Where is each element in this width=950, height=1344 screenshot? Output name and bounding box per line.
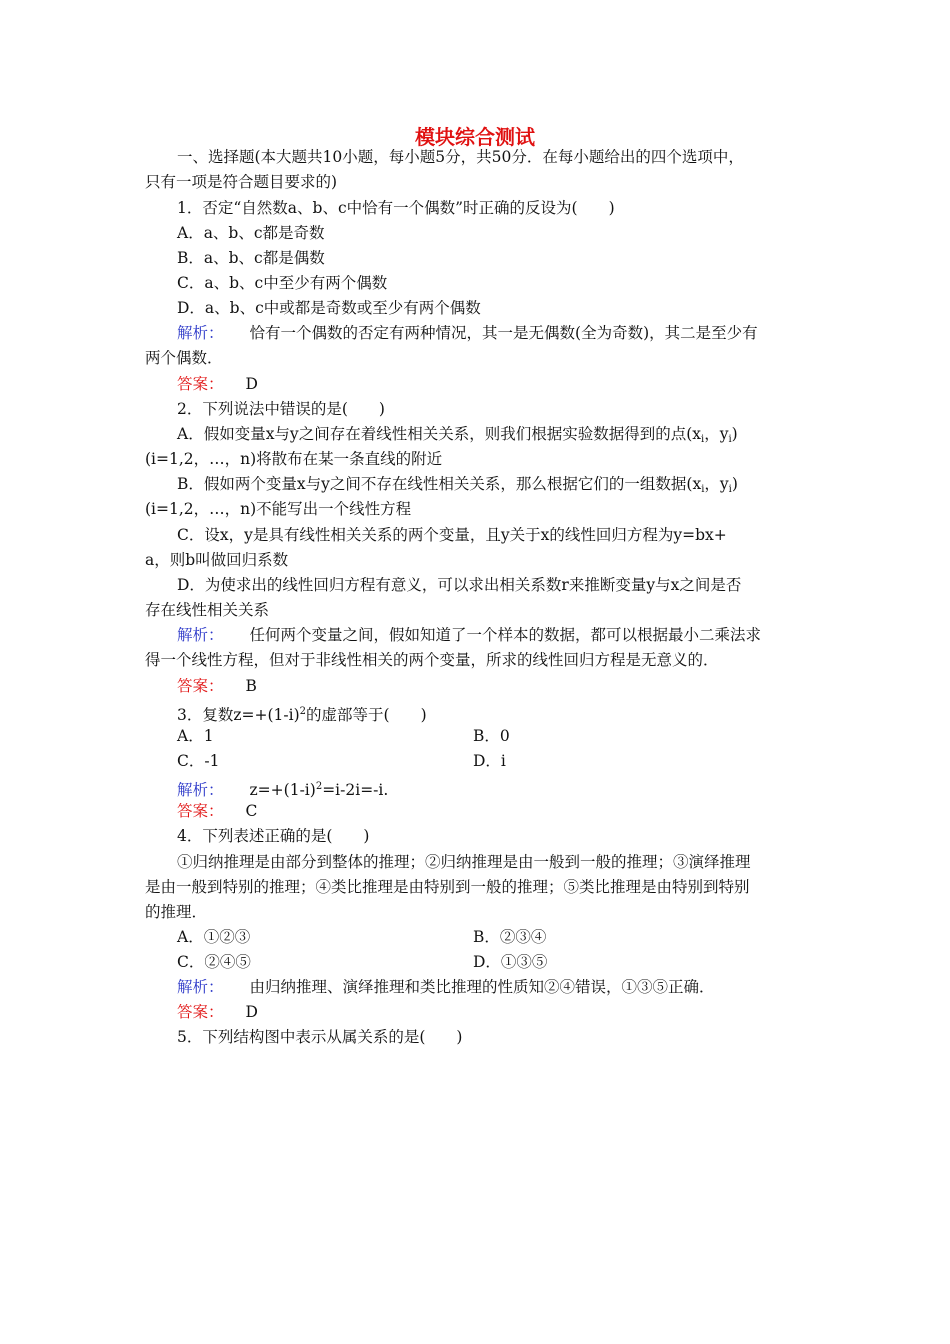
q2-option-c-cont: a，则b叫做回归系数 — [145, 551, 289, 569]
q4-body-3: 的推理． — [145, 903, 208, 921]
q1-answer-value: D — [245, 375, 258, 393]
q2-option-a: A．假如变量x与y之间存在着线性相关关系，则我们根据实验数据得到的点($x_i$，$y_i$) — [177, 425, 738, 445]
q4-answer-value: D — [245, 1003, 258, 1021]
q1-option-b: B．a、b、c都是偶数 — [177, 249, 325, 267]
q4-body-1: ①归纳推理是由部分到整体的推理；②归纳推理是由一般到一般的推理；③演绎推理 — [177, 853, 751, 871]
q2-analysis-cont: 得一个线性方程，但对于非线性相关的两个变量，所求的线性回归方程是无意义的． — [145, 651, 719, 669]
q1-analysis-cont: 两个偶数． — [145, 349, 223, 367]
answer-label: 答案： — [177, 1003, 224, 1021]
q1-option-a: A．a、b、c都是奇数 — [177, 224, 325, 242]
q2-option-b-cont: (i=1,2，…，n)不能写出一个线性方程 — [145, 500, 412, 518]
q4-option-c: C．②④⑤ — [177, 953, 251, 971]
q1-answer — [177, 372, 258, 397]
q1-option-c: C．a、b、c中至少有两个偶数 — [177, 274, 388, 292]
q4-body-2: 是由一般到特别的推理；④类比推理是由特别到一般的推理；⑤类比推理是由特别到特别 — [145, 878, 750, 896]
q3-stem: 3．复数$z=+(1-i)^2$的虚部等于( ) — [177, 706, 427, 724]
q1-stem: 1．否定“自然数a、b、c中恰有一个偶数”时正确的反设为( ) — [177, 199, 615, 217]
q3-option-a: A．1 — [177, 727, 214, 745]
q1-analysis — [177, 321, 758, 346]
q2-answer-value: B — [245, 677, 257, 695]
q4-option-d: D．①③⑤ — [473, 953, 548, 971]
analysis-label: 解析： — [177, 626, 224, 644]
q2-option-d-cont: 存在线性相关关系 — [145, 601, 270, 619]
page-title: 模块综合测试 — [415, 125, 535, 149]
q3-answer-value: C — [245, 802, 258, 820]
q4-stem: 4．下列表述正确的是( ) — [177, 827, 370, 845]
q4-answer — [177, 1000, 258, 1025]
answer-label: 答案： — [177, 375, 224, 393]
section-intro-line1: 一、选择题(本大题共10小题，每小题5分，共50分．在每小题给出的四个选项中， — [177, 148, 744, 166]
section-intro-line2: 只有一项是符合题目要求的) — [145, 173, 338, 191]
answer-label: 答案： — [177, 802, 224, 820]
q4-option-a: A．①②③ — [177, 928, 251, 946]
q2-analysis — [177, 623, 761, 648]
q3-option-c: C．-1 — [177, 752, 220, 770]
q3-analysis: 解析： $z=+(1-i)^2=i-2i=-i$. — [177, 781, 389, 799]
q3-option-d: D．i — [473, 752, 506, 770]
q2-answer — [177, 674, 257, 699]
analysis-label: 解析： — [177, 324, 224, 342]
answer-label: 答案： — [177, 677, 224, 695]
analysis-label: 解析： — [177, 781, 224, 799]
q1-option-d: D．a、b、c中或都是奇数或至少有两个偶数 — [177, 299, 481, 317]
q2-analysis-text: 任何两个变量之间，假如知道了一个样本的数据，都可以根据最小二乘法求 — [249, 626, 762, 644]
q4-analysis — [177, 975, 715, 1000]
q4-option-b: B．②③④ — [473, 928, 547, 946]
q4-analysis-text: 由归纳推理、演绎推理和类比推理的性质知②④错误，①③⑤正确． — [249, 978, 715, 996]
q2-option-a-cont: (i=1,2，…，n)将散布在某一条直线的附近 — [145, 450, 443, 468]
q2-option-d: D．为使求出的线性回归方程有意义，可以求出相关系数r来推断变量y与x之间是否 — [177, 576, 742, 594]
q1-analysis-text: 恰有一个偶数的否定有两种情况，其一是无偶数(全为奇数)，其二是至少有 — [249, 324, 758, 342]
analysis-label: 解析： — [177, 978, 224, 996]
q3-answer — [177, 799, 257, 824]
q2-option-c: C．设x，y是具有线性相关关系的两个变量，且y关于x的线性回归方程为y=bx+ — [177, 526, 727, 544]
q5-stem: 5．下列结构图中表示从属关系的是( ) — [177, 1028, 463, 1046]
q3-option-b: B．0 — [473, 727, 510, 745]
q2-option-b: B．假如两个变量x与y之间不存在线性相关关系，那么根据它们的一组数据($x_i$，$y_i$) — [177, 475, 738, 495]
q2-stem: 2．下列说法中错误的是( ) — [177, 400, 385, 418]
